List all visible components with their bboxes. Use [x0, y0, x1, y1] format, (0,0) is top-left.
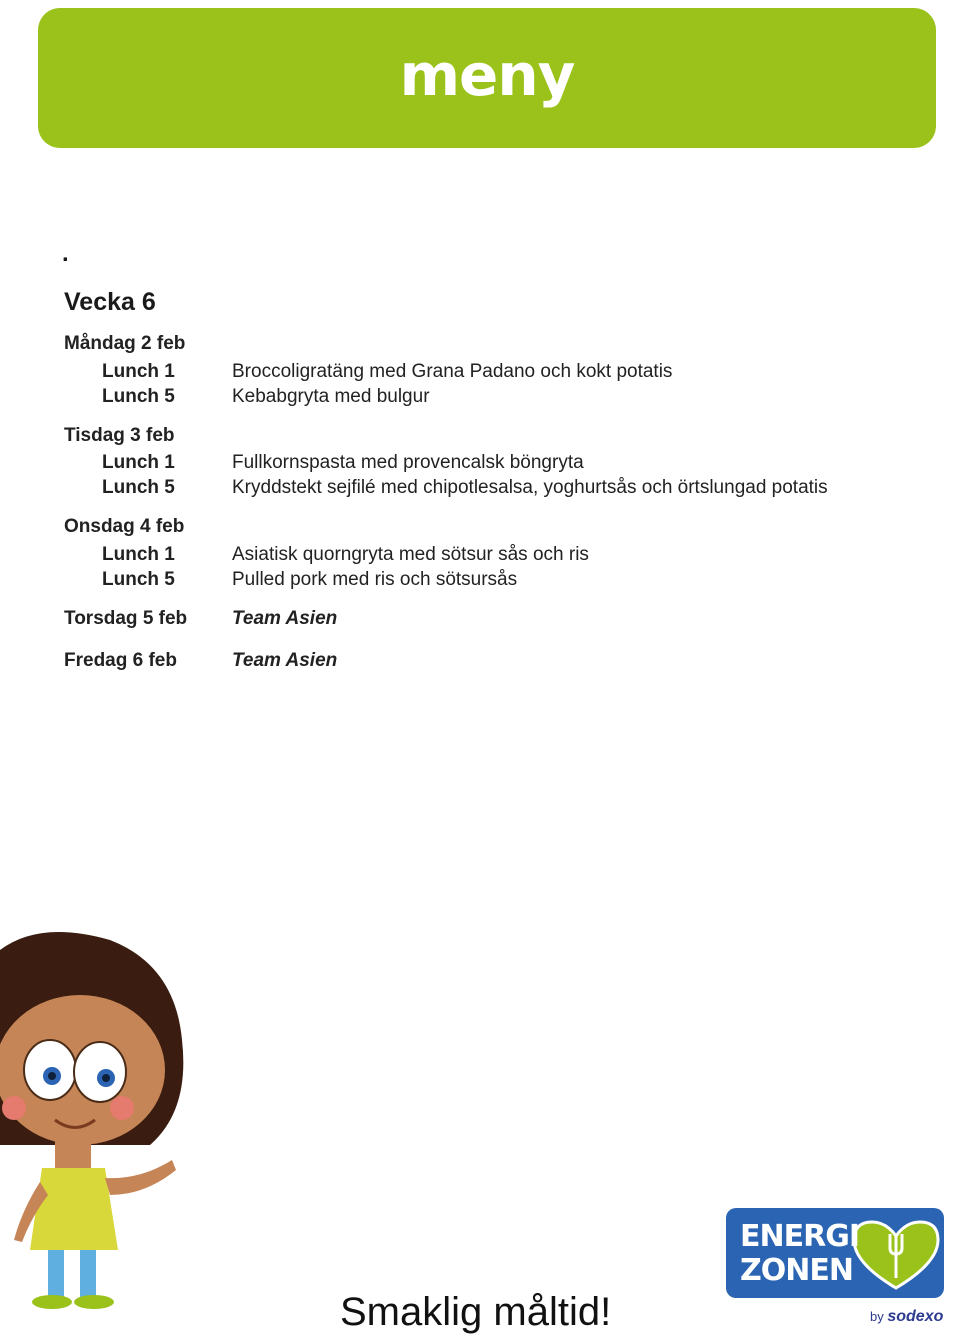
lunch-label: Lunch 1 [102, 544, 175, 565]
day-label-tuesday: Tisdag 3 feb [64, 425, 175, 446]
special-dish-text: Team Asien [232, 650, 338, 671]
logo-text-line2: ZONEN [740, 1253, 853, 1288]
sodexo-logo-text: sodexo [887, 1308, 944, 1325]
dish-text: Kryddstekt sejfilé med chipotlesalsa, yoghurtsås och örtslungad potatis [232, 477, 828, 498]
day-label-wednesday: Onsdag 4 feb [64, 516, 185, 537]
lunch-label: Lunch 5 [102, 477, 175, 498]
day-label-thursday: Torsdag 5 feb [64, 608, 188, 629]
lunch-label: Lunch 1 [102, 452, 175, 473]
sodexo-brand [870, 1308, 943, 1326]
header-banner [38, 8, 936, 148]
bullet-marker: . [62, 240, 69, 267]
page-title: meny [399, 41, 575, 109]
girl-character-illustration [0, 920, 200, 1320]
dish-text: Asiatisk quorngryta med sötsur sås och ris [232, 544, 589, 565]
closing-message: Smaklig måltid! [340, 1290, 612, 1334]
special-dish-text: Team Asien [232, 608, 338, 629]
logo-text-line1: ENERGI [740, 1219, 859, 1254]
dish-text: Fullkornspasta med provencalsk böngryta [232, 452, 584, 473]
day-label-monday: Måndag 2 feb [64, 333, 186, 354]
lunch-label: Lunch 5 [102, 569, 175, 590]
dish-text: Kebabgryta med bulgur [232, 386, 430, 407]
day-label-friday: Fredag 6 feb [64, 650, 177, 671]
dish-text: Pulled pork med ris och sötsursås [232, 569, 518, 590]
lunch-label: Lunch 5 [102, 386, 175, 407]
week-heading: Vecka 6 [64, 288, 156, 316]
by-text: by [870, 1309, 884, 1324]
dish-text: Broccoligratäng med Grana Padano och kokt potatis [232, 361, 673, 382]
lunch-label: Lunch 1 [102, 361, 175, 382]
